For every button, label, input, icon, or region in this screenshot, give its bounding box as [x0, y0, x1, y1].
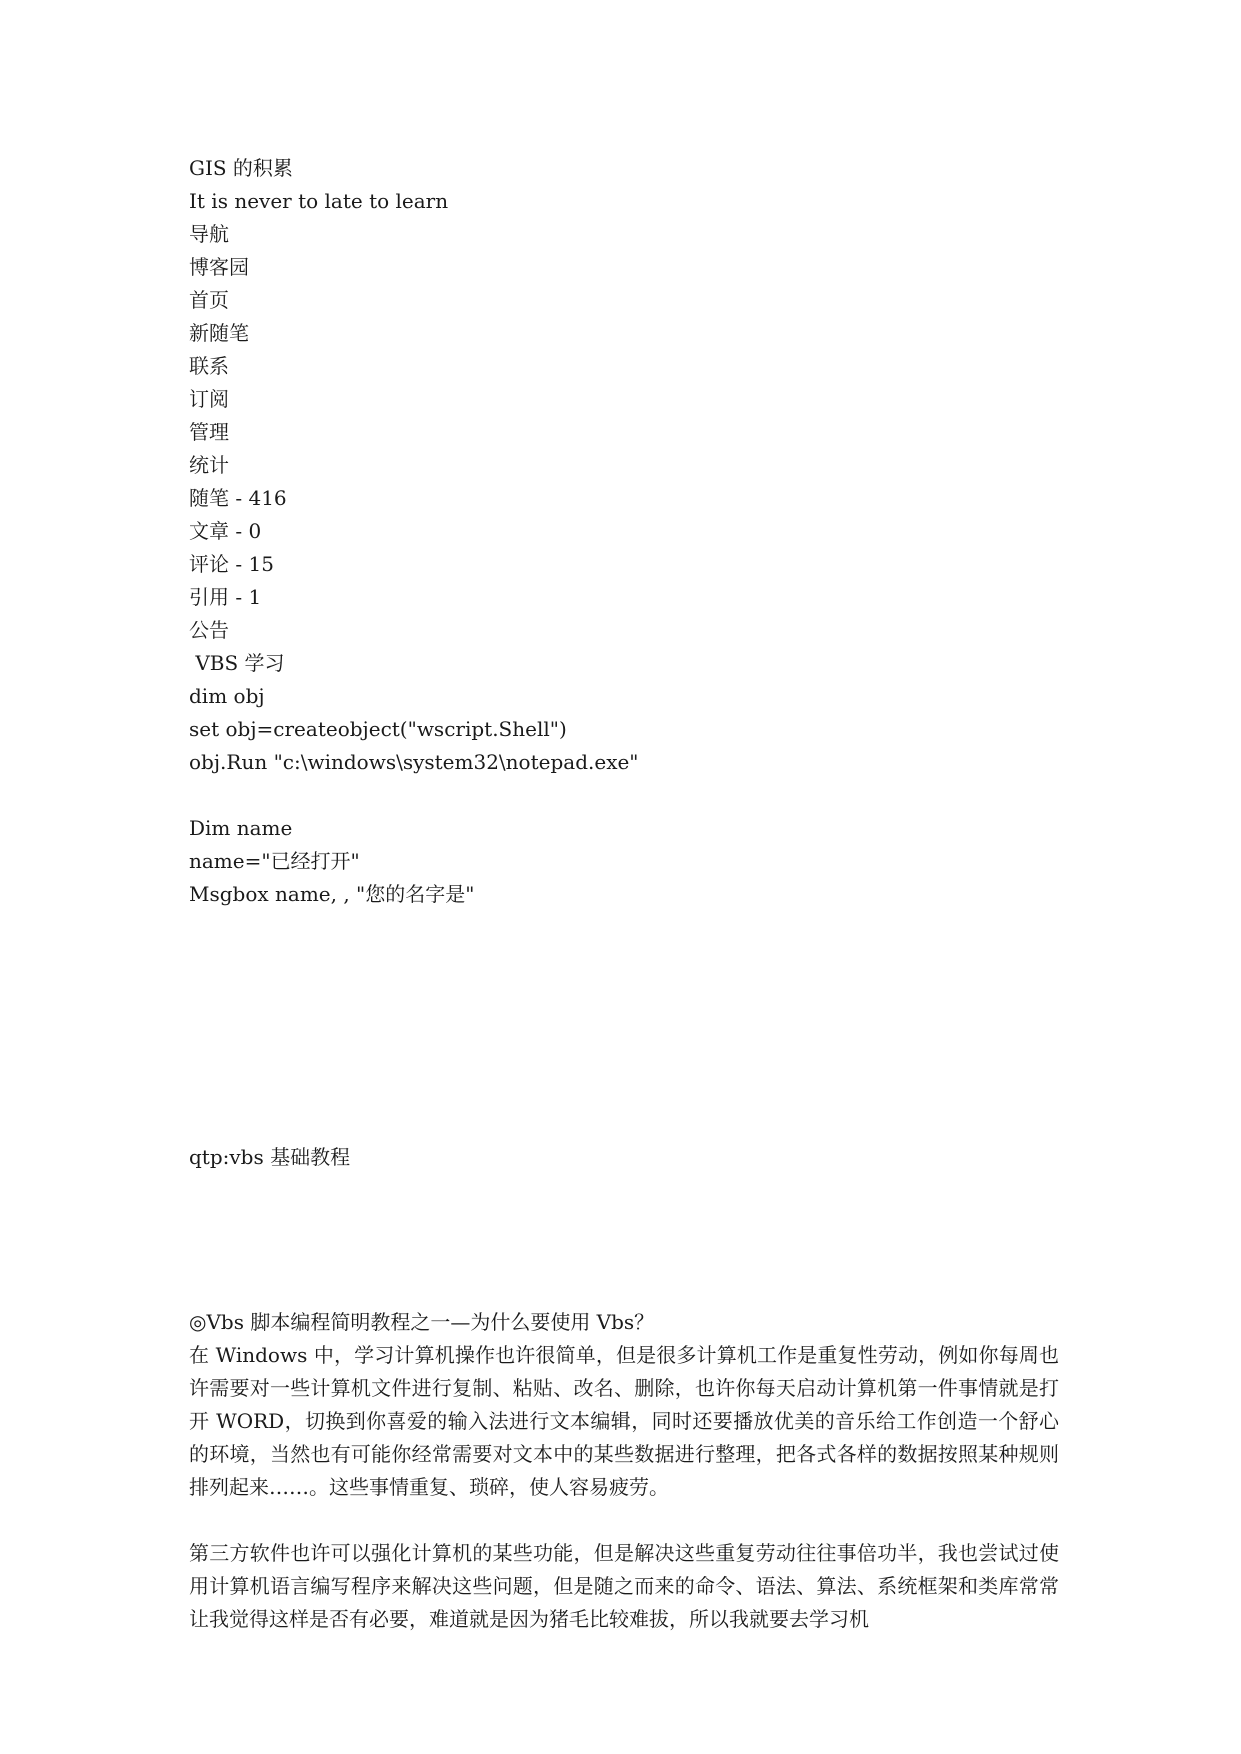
code-line: dim obj: [189, 684, 265, 708]
stats-articles: 文章 - 0: [189, 519, 262, 543]
nav-item-subscribe[interactable]: 订阅: [189, 387, 229, 411]
stats-trackbacks: 引用 - 1: [189, 585, 262, 609]
blank-line: [189, 1504, 1059, 1537]
document-page: [189, 152, 1059, 1636]
blank-line: [189, 779, 1059, 812]
nav-item-manage[interactable]: 管理: [189, 420, 229, 444]
notice-heading: 公告: [189, 618, 229, 642]
code-line: obj.Run "c:\windows\system32\notepad.exe": [189, 750, 639, 774]
spacer: [189, 1174, 1059, 1306]
code-line: Msgbox name, , "您的名字是": [189, 882, 475, 906]
nav-heading: 导航: [189, 222, 229, 246]
code-line: name="已经打开": [189, 849, 360, 873]
blog-subtitle: It is never to late to learn: [189, 189, 449, 213]
body-paragraph: 第三方软件也许可以强化计算机的某些功能，但是解决这些重复劳动往往事倍功半，我也尝试过使用计算机语言编写程序来解决这些问题，但是随之而来的命令、语法、算法、系统框架和类库常常让我觉得这样是否有必要，难道就是因为猪毛比较难拔，所以我就要去学习机: [189, 1541, 1059, 1631]
nav-item-new-post[interactable]: 新随笔: [189, 321, 249, 345]
nav-item-contact[interactable]: 联系: [189, 354, 229, 378]
notice-title: VBS 学习: [189, 651, 285, 675]
nav-item-home-site[interactable]: 博客园: [189, 255, 249, 279]
blog-title: GIS 的积累: [189, 156, 293, 180]
section-title: ◎Vbs 脚本编程简明教程之一—为什么要使用 Vbs？: [189, 1310, 655, 1334]
stats-posts: 随笔 - 416: [189, 486, 287, 510]
code-line: set obj=createobject("wscript.Shell"): [189, 717, 567, 741]
nav-item-home[interactable]: 首页: [189, 288, 229, 312]
code-line: Dim name: [189, 816, 293, 840]
stats-heading: 统计: [189, 453, 229, 477]
body-paragraph: 在 Windows 中，学习计算机操作也许很简单，但是很多计算机工作是重复性劳动，例如你每周也许需要对一些计算机文件进行复制、粘贴、改名、删除，也许你每天启动计算机第一件事情就是打开 WORD，切换到你喜爱的输入法进行文本编辑，同时还要播放优美的音乐给工作创造一个舒心的环境，当然也有可能你经常需要对文本中的某些数据进行整理，把各式各样的数据按照某种规则排列起来……。这些事情重复、琐碎，使人容易疲劳。: [189, 1343, 1059, 1499]
spacer: [189, 911, 1059, 1141]
post-title[interactable]: qtp:vbs 基础教程: [189, 1145, 351, 1169]
stats-comments: 评论 - 15: [189, 552, 274, 576]
